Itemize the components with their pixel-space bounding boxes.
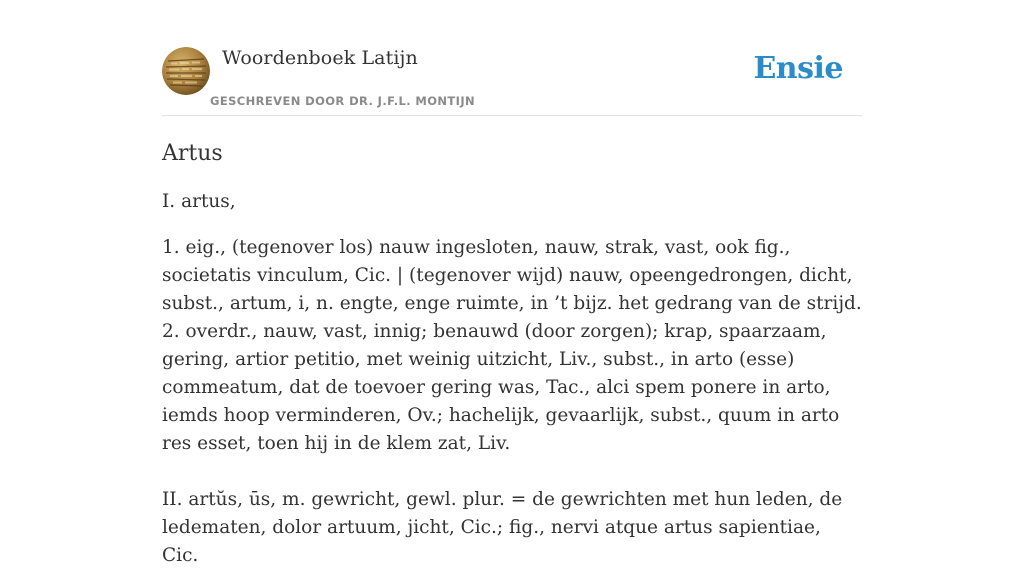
paragraph-spacer [162, 458, 862, 486]
header [162, 40, 862, 116]
entry-paragraph-3: II. artŭs, ūs, m. gewricht, gewl. plur. = de gewrichten met hun leden, de ledematen, dolor artuum, jicht, Cic.; fig., nervi atque artus sapientiae, Cic. [162, 489, 843, 566]
entry-content [162, 138, 862, 570]
entry-paragraph-2: 2. overdr., nauw, vast, innig; benauwd (door zorgen); krap, spaarzaam, gering, artior petitio, met weinig uitzicht, Liv., subst., in arto (esse) commeatum, dat de toevoer gering was, Tac., alci spem ponere in arto, iemds hoop verminderen, Ov.; hachelijk, gevaarlijk, subst., quum in arto res esset, toen hij in de klem zat, Liv. [162, 321, 840, 454]
book-title[interactable]: Woordenboek Latijn [222, 47, 418, 69]
latin-inscription-coin-icon [162, 47, 210, 95]
entry-heading: I. artus, [162, 191, 236, 212]
author-byline: GESCHREVEN DOOR DR. J.F.L. MONTIJN [210, 94, 476, 108]
entry-paragraph-1: 1. eig., (tegenover los) nauw ingesloten, nauw, strak, vast, ook fig., societatis vinculum, Cic. | (tegenover wijd) nauw, opeengedrongen, dicht, subst., artum, i, n. engte, enge ruimte, in ’t bijz. het gedrang van de strijd. [162, 237, 862, 314]
ensie-logo-link[interactable]: Ensie [753, 51, 843, 86]
entry-title: Artus [162, 141, 223, 166]
